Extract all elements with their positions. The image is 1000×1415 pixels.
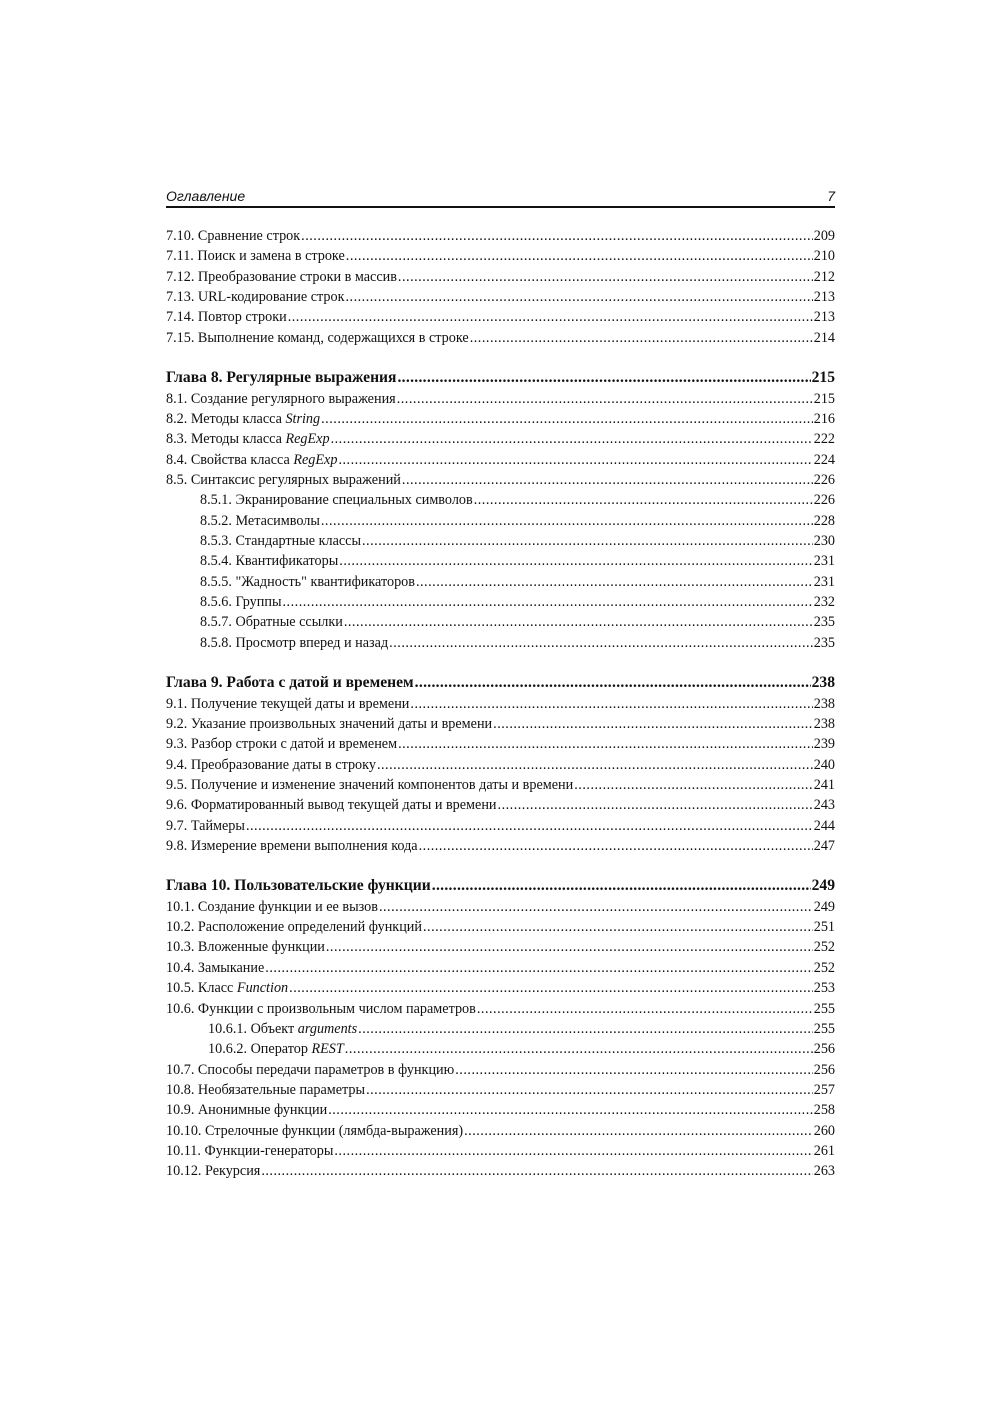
entry-page-number: 231	[813, 573, 835, 590]
entry-label	[208, 1039, 344, 1059]
entry-title: Необязательные параметры	[197, 1081, 366, 1098]
entry-number: 9.2.	[166, 715, 188, 732]
dot-leader	[464, 1121, 813, 1141]
entry-label	[200, 490, 473, 510]
entry-title-italic: REST	[311, 1041, 344, 1058]
toc-entry[interactable]	[166, 307, 835, 327]
dot-leader	[321, 409, 813, 429]
entry-page-number: 222	[813, 431, 835, 448]
entry-title: Функции с произвольным числом параметров	[197, 1000, 476, 1017]
toc-chapter-entry[interactable]	[166, 673, 835, 694]
entry-title: Стрелочные функции (лямбда-выражения)	[205, 1122, 464, 1139]
entry-title: Методы класса	[190, 410, 286, 427]
entry-title: Создание функции и ее вызов	[197, 898, 378, 915]
entry-page-number: 239	[813, 736, 835, 753]
entry-label	[208, 1019, 357, 1039]
entry-number: 10.7.	[166, 1061, 195, 1078]
dot-leader	[362, 531, 813, 551]
entry-title: Вложенные функции	[197, 939, 325, 956]
entry-page-number: 238	[813, 715, 835, 732]
entry-page-number: 226	[813, 471, 835, 488]
entry-label	[166, 470, 401, 490]
entry-title: Квантификаторы	[235, 553, 339, 570]
toc-entry[interactable]	[166, 816, 835, 836]
entry-number: 9.1.	[166, 695, 188, 712]
dot-leader	[265, 958, 812, 978]
dot-leader	[301, 226, 813, 246]
dot-leader	[470, 328, 813, 348]
toc-entry[interactable]	[166, 1039, 835, 1059]
entry-page-number: 251	[813, 919, 835, 936]
chapter-page-number: 238	[811, 674, 835, 692]
entry-number: 8.5.3.	[200, 532, 232, 549]
entry-title: Стандартные классы	[235, 532, 361, 549]
entry-number: 8.5.2.	[200, 512, 232, 529]
entry-title: Методы класса	[190, 431, 286, 448]
entry-title: Функции-генераторы	[204, 1142, 334, 1159]
entry-label	[166, 897, 378, 917]
entry-label	[200, 572, 415, 592]
entry-number: 8.5.8.	[200, 634, 232, 651]
dot-leader	[283, 592, 813, 612]
entry-title: Измерение времени выполнения кода	[190, 837, 418, 854]
toc-entry[interactable]	[166, 612, 835, 632]
entry-number: 7.12.	[166, 268, 195, 285]
entry-number: 7.11.	[166, 248, 194, 265]
entry-title: Повтор строки	[197, 309, 287, 326]
entry-label	[200, 511, 320, 531]
dot-leader	[345, 1039, 813, 1059]
dot-leader	[423, 917, 813, 937]
toc-entry[interactable]	[166, 1121, 835, 1141]
entry-title-italic: String	[285, 410, 321, 427]
toc-entry[interactable]	[166, 287, 835, 307]
dot-leader	[432, 876, 811, 897]
entry-label	[166, 714, 492, 734]
entry-title: Синтаксис регулярных выражений	[190, 471, 401, 488]
entry-label	[166, 389, 396, 409]
entry-title: Объект	[250, 1020, 298, 1037]
entry-label	[166, 450, 337, 470]
entry-page-number: 235	[813, 634, 835, 651]
entry-title-italic: RegExp	[293, 451, 338, 468]
dot-leader	[398, 267, 813, 287]
entry-page-number: 256	[813, 1061, 835, 1078]
dot-leader	[416, 572, 813, 592]
entry-page-number: 253	[813, 980, 835, 997]
dot-leader	[358, 1019, 813, 1039]
entry-page-number: 230	[813, 532, 835, 549]
dot-leader	[455, 1060, 812, 1080]
dot-leader	[246, 816, 813, 836]
dot-leader	[289, 978, 813, 998]
dot-leader	[334, 1141, 812, 1161]
toc-entry[interactable]	[166, 531, 835, 551]
dot-leader	[338, 450, 812, 470]
dot-leader	[344, 612, 813, 632]
entry-page-number: 240	[813, 756, 835, 773]
entry-label	[166, 999, 476, 1019]
entry-page-number: 243	[813, 797, 835, 814]
dot-leader	[326, 937, 813, 957]
entry-number: 9.8.	[166, 837, 188, 854]
entry-number: 8.5.4.	[200, 553, 232, 570]
entry-title: Класс	[197, 980, 237, 997]
entry-label	[166, 694, 409, 714]
entry-number: 7.14.	[166, 309, 195, 326]
entry-title: Получение и изменение значений компонентов даты и времени	[190, 776, 574, 793]
entry-label	[166, 287, 344, 307]
toc-entry[interactable]	[166, 267, 835, 287]
entry-page-number: 247	[813, 837, 835, 854]
entry-title: "Жадность" квантификаторов	[235, 573, 415, 590]
entry-title: Форматированный вывод текущей даты и времени	[190, 797, 497, 814]
toc-entry[interactable]	[166, 246, 835, 266]
toc-entry[interactable]	[166, 429, 835, 449]
entry-page-number: 252	[813, 939, 835, 956]
entry-title: Преобразование даты в строку	[190, 756, 376, 773]
toc-entry[interactable]	[166, 389, 835, 409]
toc-entry[interactable]	[166, 328, 835, 348]
toc-entry[interactable]	[166, 937, 835, 957]
entry-title: Таймеры	[190, 817, 245, 834]
entry-label	[166, 1161, 260, 1181]
running-header-title: Оглавление	[166, 188, 246, 204]
dot-leader	[331, 429, 813, 449]
chapter-page-number: 249	[811, 877, 835, 895]
toc-entry[interactable]	[166, 633, 835, 653]
entry-label	[166, 917, 422, 937]
dot-leader	[402, 470, 813, 490]
entry-page-number: 235	[813, 614, 835, 631]
entry-label	[166, 816, 245, 836]
entry-number: 7.15.	[166, 329, 195, 346]
entry-number: 8.2.	[166, 410, 188, 427]
entry-title: Обратные ссылки	[235, 614, 343, 631]
entry-number: 10.11.	[166, 1142, 201, 1159]
dot-leader	[477, 999, 813, 1019]
entry-number: 10.9.	[166, 1102, 195, 1119]
entry-label	[166, 409, 320, 429]
toc-entry[interactable]	[166, 1161, 835, 1181]
entry-number: 9.7.	[166, 817, 188, 834]
entry-title: Указание произвольных значений даты и времени	[190, 715, 493, 732]
entry-label	[166, 836, 418, 856]
entry-page-number: 256	[813, 1041, 835, 1058]
entry-page-number: 258	[813, 1102, 835, 1119]
entry-number: 9.4.	[166, 756, 188, 773]
entry-page-number: 257	[813, 1081, 835, 1098]
entry-page-number: 213	[813, 309, 835, 326]
entry-number: 8.5.5.	[200, 573, 232, 590]
entry-title: Сравнение строк	[197, 228, 301, 244]
entry-number: 10.1.	[166, 898, 195, 915]
entry-title: Экранирование специальных символов	[235, 492, 473, 509]
entry-label	[200, 531, 361, 551]
entry-number: 10.6.	[166, 1000, 195, 1017]
entry-title: Группы	[235, 594, 282, 610]
entry-page-number: 238	[813, 695, 835, 712]
entry-number: 9.6.	[166, 797, 188, 814]
entry-number: 8.5.7.	[200, 614, 232, 631]
entry-number: 8.5.1.	[200, 492, 232, 509]
entry-label	[166, 775, 573, 795]
toc-entry[interactable]	[166, 714, 835, 734]
entry-page-number: 249	[813, 898, 835, 915]
entry-title: Способы передачи параметров в функцию	[197, 1061, 455, 1078]
dot-leader	[377, 755, 813, 775]
entry-label	[166, 1141, 333, 1161]
dot-leader	[415, 673, 811, 694]
entry-title-italic: Function	[236, 980, 289, 997]
entry-number: 10.6.1.	[208, 1020, 248, 1037]
entry-title: Преобразование строки в массив	[197, 268, 397, 285]
entry-title: Поиск и замена в строке	[197, 248, 345, 265]
entry-number: 9.3.	[166, 736, 188, 753]
toc-entry[interactable]	[166, 734, 835, 754]
toc-chapter-entry[interactable]	[166, 368, 835, 389]
entry-page-number: 228	[813, 512, 835, 529]
entry-number: 10.4.	[166, 959, 195, 976]
toc-entry[interactable]	[166, 694, 835, 714]
page-number: 7	[827, 188, 835, 204]
entry-page-number: 215	[813, 390, 835, 407]
entry-page-number: 216	[813, 410, 835, 427]
chapter-title: Глава 8. Регулярные выражения	[166, 369, 397, 387]
entry-number: 10.10.	[166, 1122, 202, 1139]
entry-label	[200, 551, 338, 571]
toc-entry[interactable]	[166, 755, 835, 775]
entry-label	[166, 328, 469, 348]
toc-entry[interactable]	[166, 1100, 835, 1120]
entry-label	[166, 1121, 463, 1141]
toc-entry[interactable]	[166, 226, 835, 246]
entry-title: Просмотр вперед и назад	[235, 634, 389, 651]
entry-page-number: 226	[813, 492, 835, 509]
entry-title: Свойства класса	[190, 451, 294, 468]
entry-page-number: 232	[813, 594, 835, 610]
toc-entry[interactable]	[166, 1019, 835, 1039]
entry-title: Расположение определений функций	[197, 919, 422, 936]
entry-page-number: 263	[813, 1163, 835, 1180]
dot-leader	[498, 795, 813, 815]
toc-entry[interactable]	[166, 917, 835, 937]
entry-label	[166, 267, 397, 287]
toc-entry[interactable]	[166, 775, 835, 795]
entry-number: 10.12.	[166, 1163, 202, 1180]
chapter-title: Глава 10. Пользовательские функции	[166, 877, 431, 895]
entry-label	[166, 958, 264, 978]
dot-leader	[410, 694, 812, 714]
entry-title: Получение текущей даты и времени	[190, 695, 410, 712]
entry-title: Создание регулярного выражения	[190, 390, 396, 407]
entry-label	[166, 246, 345, 266]
entry-page-number: 261	[813, 1142, 835, 1159]
entry-title-italic: arguments	[297, 1020, 358, 1037]
dot-leader	[389, 633, 813, 653]
dot-leader	[288, 307, 813, 327]
entry-page-number: 260	[813, 1122, 835, 1139]
toc-entry[interactable]	[166, 1080, 835, 1100]
entry-page-number: 231	[813, 553, 835, 570]
toc-entry[interactable]	[166, 795, 835, 815]
toc-entry[interactable]	[166, 1141, 835, 1161]
chapter-title: Глава 9. Работа с датой и временем	[166, 674, 414, 692]
dot-leader	[474, 490, 813, 510]
toc-chapter-entry[interactable]	[166, 876, 835, 897]
dot-leader	[419, 836, 813, 856]
entry-page-number: 213	[813, 289, 835, 306]
dot-leader	[379, 897, 813, 917]
dot-leader	[397, 389, 813, 409]
dot-leader	[345, 287, 812, 307]
entry-page-number: 241	[813, 776, 835, 793]
entry-label	[166, 429, 330, 449]
entry-title: Разбор строки с датой и временем	[190, 736, 398, 753]
entry-label	[166, 226, 300, 246]
entry-title: Выполнение команд, содержащихся в строке	[197, 329, 469, 346]
entry-title: Замыкание	[197, 959, 265, 976]
entry-number: 10.8.	[166, 1081, 195, 1098]
dot-leader	[366, 1080, 813, 1100]
entry-number: 8.1.	[166, 390, 188, 407]
dot-leader	[493, 714, 813, 734]
entry-label	[166, 795, 497, 815]
running-header	[166, 186, 835, 208]
entry-label	[200, 592, 282, 612]
dot-leader	[398, 734, 813, 754]
entry-label	[200, 612, 343, 632]
entry-page-number: 255	[813, 1000, 835, 1017]
entry-number: 7.10.	[166, 228, 195, 244]
entry-title: Анонимные функции	[197, 1102, 328, 1119]
entry-number: 10.6.2.	[208, 1041, 248, 1058]
dot-leader	[261, 1161, 812, 1181]
entry-page-number: 210	[813, 248, 835, 265]
toc-entry[interactable]	[166, 1060, 835, 1080]
toc-entry[interactable]	[166, 836, 835, 856]
toc-entry[interactable]	[166, 897, 835, 917]
entry-title: Оператор	[250, 1041, 312, 1058]
entry-number: 8.5.	[166, 471, 188, 488]
entry-title: Метасимволы	[235, 512, 320, 529]
entry-title: URL-кодирование строк	[197, 289, 345, 306]
entry-number: 8.3.	[166, 431, 188, 448]
entry-title-italic: RegExp	[285, 431, 330, 448]
entry-label	[166, 1080, 365, 1100]
entry-label	[200, 633, 388, 653]
entry-number: 9.5.	[166, 776, 188, 793]
entry-title: Рекурсия	[205, 1163, 261, 1180]
entry-label	[166, 755, 376, 775]
entry-label	[166, 307, 287, 327]
entry-page-number: 224	[813, 451, 835, 468]
toc-entry[interactable]	[166, 409, 835, 429]
dot-leader	[346, 246, 813, 266]
entry-number: 7.13.	[166, 289, 195, 306]
entry-label	[166, 937, 325, 957]
table-of-contents	[166, 226, 835, 1182]
entry-page-number: 252	[813, 959, 835, 976]
toc-entry[interactable]	[166, 999, 835, 1019]
toc-entry[interactable]	[166, 470, 835, 490]
entry-label	[166, 1100, 327, 1120]
entry-number: 10.5.	[166, 980, 195, 997]
toc-entry[interactable]	[166, 592, 835, 612]
entry-page-number: 214	[813, 329, 835, 346]
dot-leader	[328, 1100, 813, 1120]
toc-entry[interactable]	[166, 958, 835, 978]
entry-label	[166, 1060, 454, 1080]
entry-number: 10.3.	[166, 939, 195, 956]
toc-entry[interactable]	[166, 551, 835, 571]
entry-page-number: 212	[813, 268, 835, 285]
entry-page-number: 209	[813, 228, 835, 244]
dot-leader	[339, 551, 812, 571]
toc-entry[interactable]	[166, 511, 835, 531]
entry-number: 8.5.6.	[200, 594, 232, 610]
entry-page-number: 255	[813, 1020, 835, 1037]
dot-leader	[321, 511, 813, 531]
toc-entry[interactable]	[166, 450, 835, 470]
toc-entry[interactable]	[166, 490, 835, 510]
entry-page-number: 244	[813, 817, 835, 834]
entry-label	[166, 978, 288, 998]
entry-number: 8.4.	[166, 451, 188, 468]
entry-label	[166, 734, 397, 754]
dot-leader	[574, 775, 812, 795]
chapter-page-number: 215	[811, 369, 835, 387]
toc-entry[interactable]	[166, 572, 835, 592]
entry-number: 10.2.	[166, 919, 195, 936]
dot-leader	[397, 368, 810, 389]
toc-entry[interactable]	[166, 978, 835, 998]
